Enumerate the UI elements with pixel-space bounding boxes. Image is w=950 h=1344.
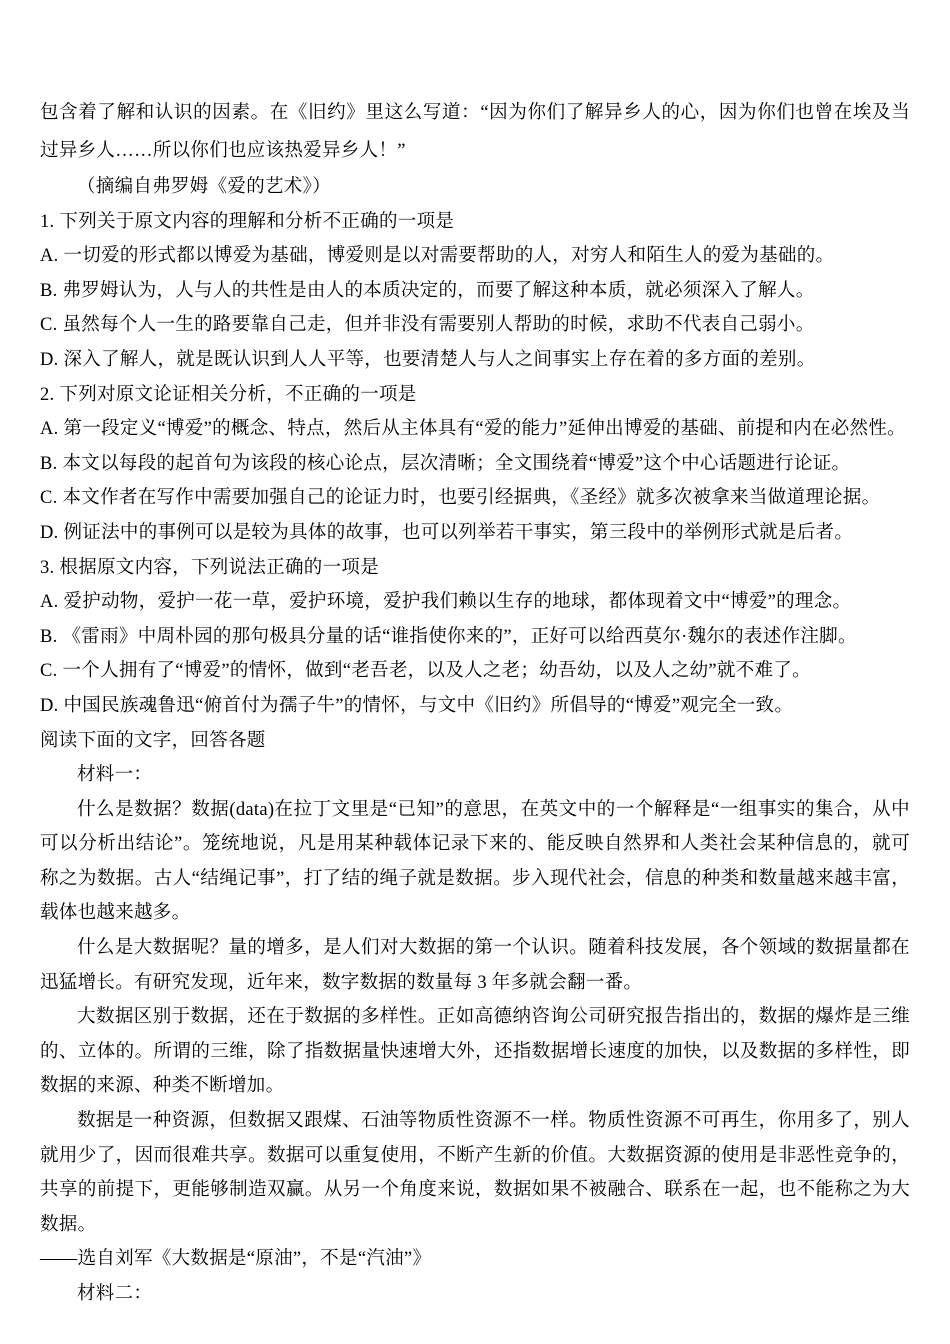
intro-continuation-paragraph: 包含着了解和认识的因素。在《旧约》里这么写道：“因为你们了解异乡人的心，因为你们也曾在埃及当过异乡人……所以你们也应该热爱异乡人！”: [40, 103, 910, 161]
question-3-option-c: C. 一个人拥有了“博爱”的情怀，做到“老吾老，以及人之老；幼吾幼，以及人之幼”就不难了。: [40, 661, 811, 682]
reading-instruction: 阅读下面的文字，回答各题: [40, 730, 266, 751]
material-1-heading: 材料一：: [77, 765, 153, 786]
question-1-option-c: C. 虽然每个人一生的路要靠自己走，但并非没有需要别人帮助的时候，求助不代表自己弱小。: [40, 315, 815, 336]
question-1-stem: 1. 下列关于原文内容的理解和分析不正确的一项是: [40, 211, 455, 232]
material-1-paragraph-3: 大数据区别于数据，还在于数据的多样性。正如高德纳咨询公司研究报告指出的，数据的爆炸是三维的、立体的。所谓的三维，除了指数据量快速增大外，还指数据增长速度的加快，以及数据的多样性，即数据的来源、种类不断增加。: [40, 1007, 910, 1097]
material-1-paragraph-2: 什么是大数据呢？量的增多，是人们对大数据的第一个认识。随着科技发展，各个领域的数据量都在迅猛增长。有研究发现，近年来，数字数据的数量每 3 年多就会翻一番。: [40, 938, 910, 993]
question-1-option-a: A. 一切爱的形式都以博爱为基础，博爱则是以对需要帮助的人，对穷人和陌生人的爱为基础的。: [40, 246, 835, 267]
question-3-option-b: B. 《雷雨》中周朴园的那句极具分量的话“谁指使你来的”，正好可以给西莫尔·魏尔的表述作注脚。: [40, 626, 857, 647]
question-2-option-b: B. 本文以每段的起首句为该段的核心论点，层次清晰；全文围绕着“博爱”这个中心话题进行论证。: [40, 453, 851, 474]
question-2-stem: 2. 下列对原文论证相关分析，不正确的一项是: [40, 384, 417, 405]
source-note-big-data: ——选自刘军《大数据是“原油”，不是“汽油”》: [40, 1249, 432, 1270]
question-1-option-d: D. 深入了解人，就是既认识到人人平等，也要清楚人与人之间事实上存在着的多方面的差别。: [40, 349, 816, 370]
question-1-option-b: B. 弗罗姆认为，人与人的共性是由人的本质决定的，而要了解这种本质，就必须深入了解人。: [40, 280, 815, 301]
question-3-option-a: A. 爱护动物，爱护一花一草，爱护环境，爱护我们赖以生存的地球，都体现着文中“博爱”的理念。: [40, 592, 852, 613]
question-2-option-d: D. 例证法中的事例可以是较为具体的故事，也可以列举若干事实，第三段中的举例形式就是后者。: [40, 522, 854, 543]
source-note-love-art: （摘编自弗罗姆《爱的艺术》）: [77, 177, 331, 197]
material-1-paragraph-4: 数据是一种资源，但数据又跟煤、石油等物质性资源不一样。物质性资源不可再生，你用多了，别人就用少了，因而很难共享。数据可以重复使用，不断产生新的价值。大数据资源的使用是非恶性竞争的，共享的前提下，更能够制造双赢。从另一个角度来说，数据如果不被融合、联系在一起，也不能称之为大数据。: [40, 1111, 910, 1235]
question-2-option-c: C. 本文作者在写作中需要加强自己的论证力时，也要引经据典，《圣经》就多次被拿来当做道理论据。: [40, 488, 881, 509]
material-2-heading: 材料二：: [77, 1284, 153, 1304]
question-3-stem: 3. 根据原文内容，下列说法正确的一项是: [40, 557, 380, 578]
question-2-option-a: A. 第一段定义“博爱”的概念、特点，然后从主体具有“爱的能力”延伸出博爱的基础、前提和内在必然性。: [40, 419, 906, 440]
question-3-option-d: D. 中国民族魂鲁迅“俯首付为孺子牛”的情怀，与文中《旧约》所倡导的“博爱”观完全一致。: [40, 695, 794, 716]
material-1-paragraph-1: 什么是数据？数据(data)在拉丁文里是“已知”的意思，在英文中的一个解释是“一组事实的集合，从中可以分析出结论”。笼统地说，凡是用某种载体记录下来的、能反映自然界和人类社会某种信息的，就可称之为数据。古人“结绳记事”，打了结的绳子就是数据。步入现代社会，信息的种类和数量越来越丰富，载体也越来越多。: [40, 799, 910, 924]
